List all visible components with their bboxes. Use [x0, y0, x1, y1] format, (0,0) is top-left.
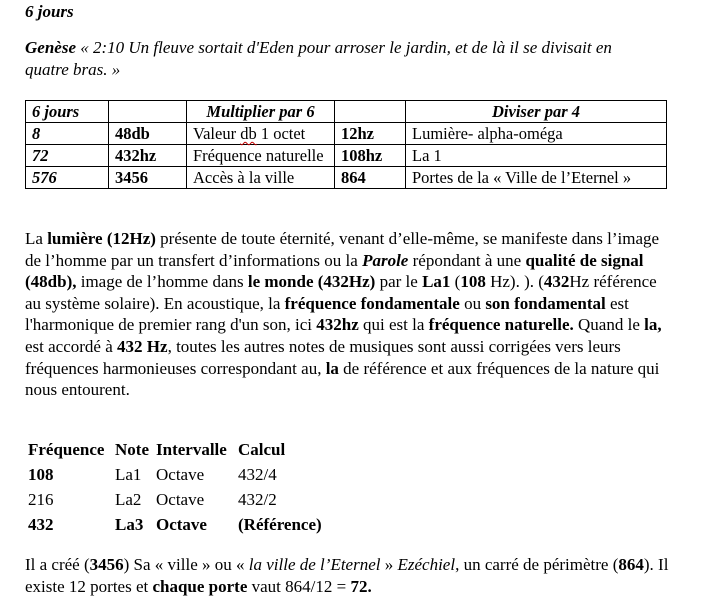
bold-run: le monde (432Hz) — [247, 272, 376, 292]
header-cell: Diviser par 4 — [406, 101, 667, 123]
header-cell: Note — [115, 440, 149, 459]
body-paragraph — [25, 228, 665, 401]
header-cell: 6 jours — [26, 101, 109, 123]
genesis-quote — [25, 37, 645, 81]
table-cell: 864 — [335, 167, 406, 189]
text-run: de référence et aux fréquences de la nature qui nous entourent. — [25, 358, 660, 400]
header-cell: Calcul — [238, 440, 286, 459]
bold-run: qualité de signal (48db), — [25, 250, 644, 292]
quote-text: « 2:10 Un fleuve sortait d'Eden pour arroser le jardin, et de là il se divisait en quatre bras. » — [25, 38, 612, 79]
calc-cell: 432/2 — [238, 490, 277, 509]
text-run: » — [380, 555, 398, 574]
bold-run: 432 — [543, 272, 570, 292]
table-cell: 8 — [26, 123, 109, 145]
header-cell — [335, 101, 406, 123]
text-run: qui est la — [358, 315, 429, 335]
frequency-row — [25, 487, 326, 512]
text-run: répondant à une — [408, 250, 526, 270]
text-run: ). Il existe 12 portes et — [25, 555, 669, 596]
text-run: ( — [450, 272, 461, 292]
frequency-cell: 432 — [28, 515, 54, 534]
table-cell: 576 — [26, 167, 109, 189]
frequency-header-row — [25, 437, 326, 462]
text-run: est l'harmonique de premier rang d'un son, ici — [25, 293, 629, 335]
table-cell: Portes de la « Ville de l’Eternel » — [406, 167, 667, 189]
text-run: , toutes les autres notes de musiques sont aussi corrigées vers leurs fréquences harmonieuses correspondant au, — [25, 336, 621, 378]
table-cell — [187, 123, 335, 145]
table-cell: Fréquence naturelle — [187, 145, 335, 167]
text-run: présente de toute éternité, venant d’elle-même, se manifeste dans l’image de l’homme par un transfert d’informations ou la — [25, 229, 660, 270]
bold-run: chaque porte — [152, 576, 248, 596]
text-run: La — [25, 229, 48, 248]
table-cell: 72 — [26, 145, 109, 167]
frequency-table — [25, 437, 326, 537]
bold-run: La1 — [422, 272, 451, 292]
bold-run: la — [325, 358, 339, 378]
frequency-cell: 216 — [28, 490, 54, 509]
table-cell: La 1 — [406, 145, 667, 167]
table-row — [26, 123, 667, 145]
text-run: , un carré de périmètre ( — [455, 555, 619, 574]
table-cell: Lumière- alpha-oméga — [406, 123, 667, 145]
table-cell: Accès à la ville — [187, 167, 335, 189]
bold-run: la, — [644, 315, 662, 335]
italic-run: la ville de l’Eternel — [248, 555, 381, 574]
text-run: vaut 864/12 = — [247, 576, 351, 596]
spellcheck-underline: db — [240, 124, 257, 143]
text-run: Quand le — [573, 315, 645, 335]
header-cell: Intervalle — [156, 440, 227, 459]
text-run: ) Sa « ville » ou « — [123, 555, 249, 574]
quote-reference: Genèse — [25, 38, 76, 57]
note-cell: La1 — [115, 465, 142, 484]
interval-cell: Octave — [156, 465, 205, 484]
text-run: Hz). ). ( — [485, 272, 544, 292]
bold-run: fréquence naturelle. — [428, 315, 574, 335]
bold-italic-run: Parole — [362, 250, 409, 270]
header-cell: Multiplier par 6 — [187, 101, 335, 123]
bold-run: 3456 — [89, 555, 124, 574]
table-cell: 48db — [109, 123, 187, 145]
text-run: ou — [459, 293, 486, 313]
bold-run: 864 — [618, 555, 644, 574]
multiplication-table — [25, 100, 667, 189]
header-cell: Fréquence — [28, 440, 105, 459]
table-header-row — [26, 101, 667, 123]
frequency-row — [25, 462, 326, 487]
bold-run: 108 — [460, 272, 486, 292]
note-cell: La2 — [115, 490, 142, 509]
table-row — [26, 167, 667, 189]
note-cell: La3 — [115, 515, 144, 534]
frequency-cell: 108 — [28, 465, 54, 484]
text-run: Hz référence au système solaire). En acoustique, la — [25, 272, 657, 313]
calc-cell: (Référence) — [238, 515, 322, 534]
text-run: est accordé à — [25, 336, 118, 356]
table-cell: 432hz — [109, 145, 187, 167]
interval-cell: Octave — [156, 490, 205, 509]
text-run: par le — [375, 272, 423, 292]
bold-run: 432hz — [316, 315, 359, 335]
table-cell: 108hz — [335, 145, 406, 167]
text-run: Il a créé ( — [25, 555, 90, 574]
table-cell: 3456 — [109, 167, 187, 189]
bold-run: fréquence fondamentale — [284, 293, 460, 313]
section-title: 6 jours — [25, 2, 74, 21]
closing-paragraph — [25, 554, 675, 597]
interval-cell: Octave — [156, 515, 207, 534]
bold-run: 432 Hz — [117, 336, 168, 356]
table-row — [26, 145, 667, 167]
italic-run: Ezéchiel — [397, 555, 456, 574]
text-run: image de l’homme dans — [76, 272, 248, 292]
table-cell: 12hz — [335, 123, 406, 145]
bold-run: lumière (12Hz) — [47, 229, 156, 248]
bold-run: son fondamental — [485, 293, 606, 313]
header-cell — [109, 101, 187, 123]
calc-cell: 432/4 — [238, 465, 277, 484]
table-cell-text: Valeur db 1 octet — [193, 124, 306, 143]
bold-run: 72. — [350, 576, 372, 596]
frequency-row — [25, 512, 326, 537]
